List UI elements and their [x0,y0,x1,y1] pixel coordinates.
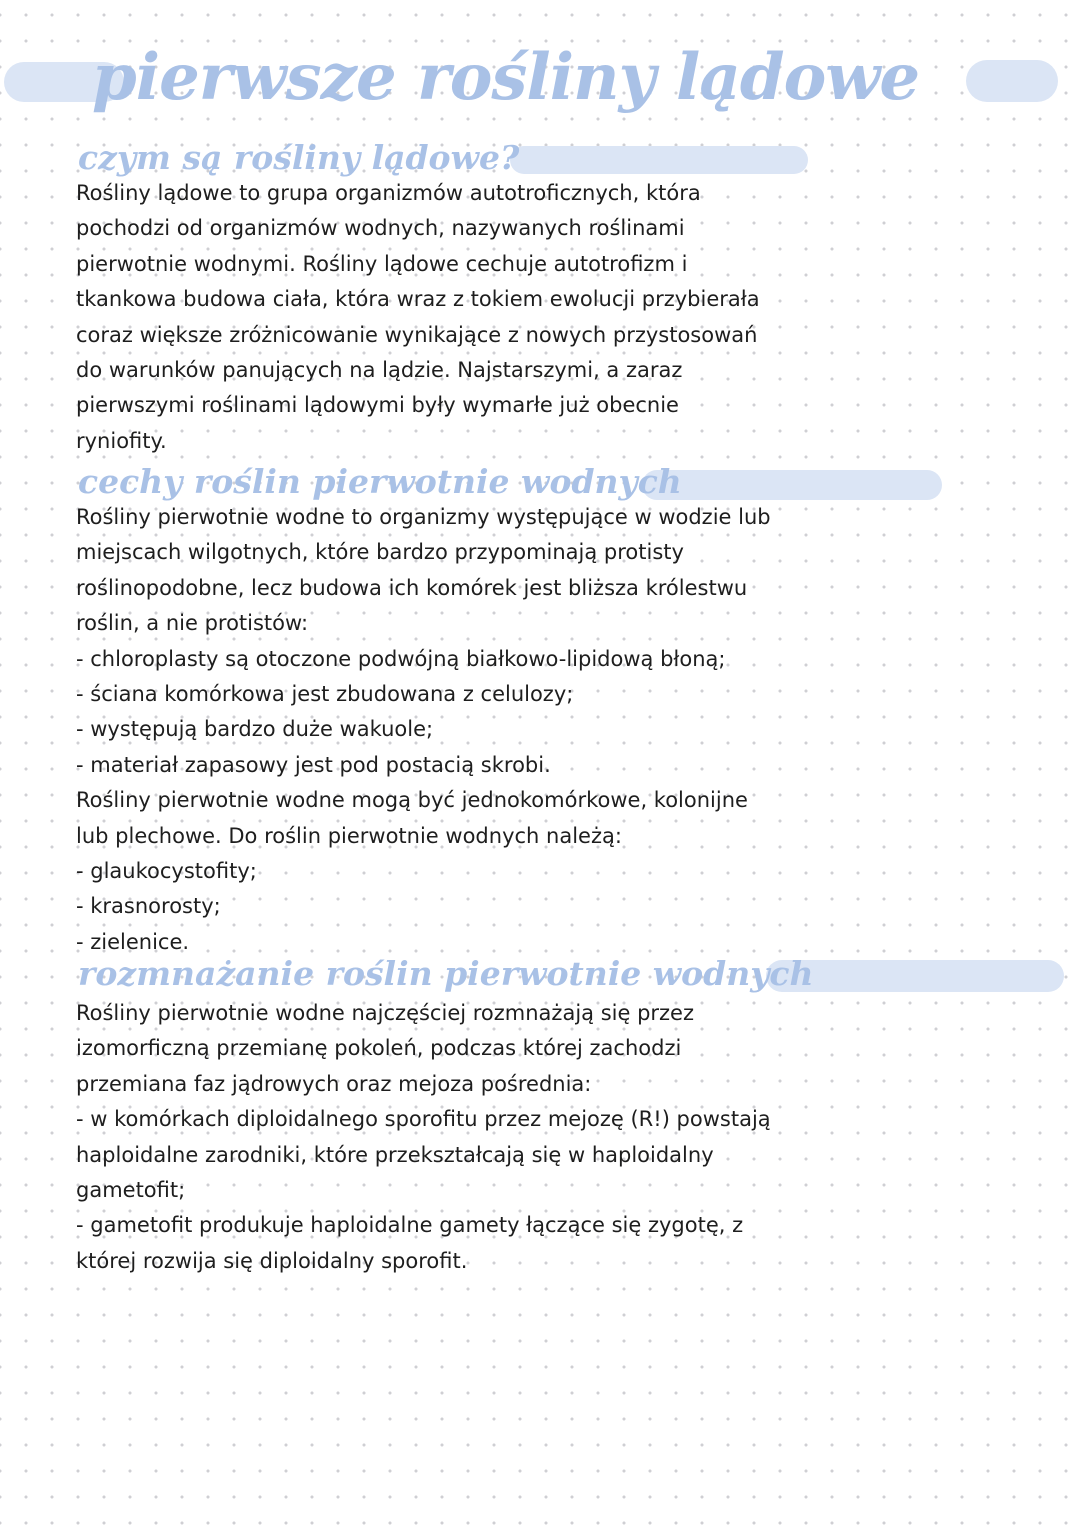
text-line: do warunków panujących na lądzie. Najstarszymi, a zaraz [76,358,683,383]
list-item: - glaukocystofity; [76,859,257,884]
text-line: roślinopodobne, lecz budowa ich komórek jest bliższa królestwu [76,575,748,600]
text-line: ryniofity. [76,428,167,453]
text-line: której rozwija się diploidalny sporofit. [76,1248,468,1273]
section-heading-2: cechy roślin pierwotnie wodnych [78,462,682,501]
title-pill-right [966,60,1058,102]
text-line: miejscach wilgotnych, które bardzo przypominają protisty [76,540,684,565]
text-line: izomorficzną przemianę pokoleń, podczas której zachodzi [76,1036,682,1061]
section-body-3 [76,996,771,1279]
list-item: - w komórkach diploidalnego sporofitu przez mejozę (R!) powstają [76,1107,771,1132]
text-line: lub plechowe. Do roślin pierwotnie wodnych należą: [76,823,622,848]
text-line: Rośliny lądowe to grupa organizmów autotroficznych, która [76,181,701,205]
list-item: - zielenice. [76,929,190,954]
section-body-1 [76,176,760,459]
text-line: pierwszymi roślinami lądowymi były wymarłe już obecnie [76,393,679,418]
list-item: - materiał zapasowy jest pod postacią skrobi. [76,752,551,777]
list-item: - chloroplasty są otoczone podwójną białkowo-lipidową błoną; [76,646,726,671]
list-item: - występują bardzo duże wakuole; [76,717,434,742]
text-line: pierwotnie wodnymi. Rośliny lądowe cechuje autotrofizm i [76,251,688,276]
text-line: Rośliny pierwotnie wodne najczęściej rozmnażają się przez [76,1001,694,1025]
page-title: pierwsze rośliny lądowe [92,40,920,115]
list-item: - gametofit produkuje haploidalne gamety łączące się zygotę, z [76,1213,744,1238]
heading-pill-2 [642,470,942,500]
section-heading-3: rozmnażanie roślin pierwotnie wodnych [78,954,814,993]
text-line: tkankowa budowa ciała, która wraz z tokiem ewolucji przybierała [76,287,760,312]
text-line: Rośliny pierwotnie wodne to organizmy występujące w wodzie lub [76,505,771,529]
text-line: gametofit; [76,1178,186,1203]
heading-pill-1 [510,146,808,174]
text-line: haploidalne zarodniki, które przekształcają się w haploidalny [76,1142,714,1167]
list-item: - krasnorosty; [76,894,221,919]
text-line: Rośliny pierwotnie wodne mogą być jednokomórkowe, kolonijne [76,788,748,813]
text-line: przemiana faz jądrowych oraz mejoza pośrednia: [76,1071,592,1096]
text-line: roślin, a nie protistów: [76,611,309,636]
section-heading-1: czym są rośliny lądowe? [78,138,520,177]
list-item: - ściana komórkowa jest zbudowana z celulozy; [76,682,574,707]
section-body-2 [76,500,771,960]
text-line: pochodzi od organizmów wodnych, nazywanych roślinami [76,216,685,241]
text-line: coraz większe zróżnicowanie wynikające z nowych przystosowań [76,322,758,347]
